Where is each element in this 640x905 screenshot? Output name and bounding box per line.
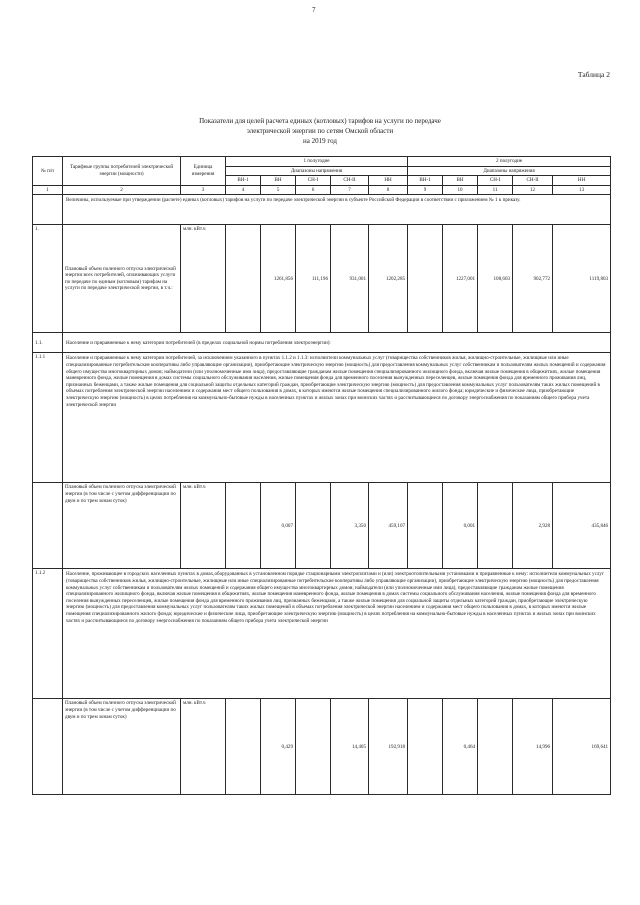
table-label: Таблица 2 [577,70,610,79]
row-unit: млн. кВт.ч [181,699,226,795]
value-cell [226,225,261,333]
row-num: 1.1.1 [33,353,63,483]
value-cell: 14,996 [513,699,553,795]
value-cell [226,699,261,795]
header-level: ВН [443,176,478,186]
header-level: ВН [261,176,296,186]
value-cell: 192,918 [369,699,408,795]
title-line-2: электрической энергии по сетям Омской области [246,127,394,135]
row-unit: млн. кВт.ч [181,225,226,333]
value-cell: 0,429 [261,699,296,795]
column-number: 11 [478,185,513,195]
column-number: 6 [296,185,331,195]
value-cell: 1119,803 [553,225,611,333]
value-cell [408,483,443,569]
value-cell [296,699,331,795]
row-label: Плановый объем полезного отпуска электрической энергии (в том числе с учетом дифференциации по двум и по трем зонам суток) [63,699,181,795]
value-cell [408,699,443,795]
value-cell: 1227,001 [443,225,478,333]
value-cell: 0,464 [443,699,478,795]
header-voltage-range-2: Диапазоны напряжения [408,166,611,176]
column-number: 4 [226,185,261,195]
value-cell: 14,405 [331,699,369,795]
header-level: НН [553,176,611,186]
empty-cell [33,483,63,569]
column-number: 10 [443,185,478,195]
column-number: 12 [513,185,553,195]
row-num: 1.1. [33,333,63,353]
section-text: Население, проживающее в городских населенных пунктах в домах,оборудованных в установленном порядке стационарными электроплитами и (или) электроотопительными установками и приравненные к нему: исполнители коммунальных услуг (товарищества собственников жилья, жилищно-строительные, жилищные или иные специализированные потребительские кооперативы либо управляющие организации), приобретающие электрическую энергию (мощность) для предоставления коммунальных услуг собственникам и пользователям жилых помещений и содержания общего имущества многоквартирных домов; наймодатели (или уполномоченные ими лица), предоставляющие гражданам жилые помещения специализированного жилищного фонда, включая жилые помещения в общежитиях, жилые помещения маневренного фонда, жилые помещения в домах системы социального обслуживания населения, жилые помещения фонда для временного поселения вынужденных переселенцев, жилые помещения фонда для временного проживания лиц, признанных беженцами, а также жилые помещения для социальной защиты отдельных категорий граждан, приобретающие электрическую энергию (мощность) для предоставления коммунальных услуг пользователям таких жилых помещений в объемах потребления электрической энергии населением и содержания мест общего пользования в домах, в которых имеются жилые помещения специализированного жилого фонда; юридические и физические лица, приобретающие электрическую энергию (мощность) в целях потребления на коммунально-бытовые нужды в населенных пунктах и жилых зонах при воинских частях и рассчитывающиеся по договору энергоснабжения по показаниям общего прибора учета электрической энергии [63,569,611,699]
value-cell: 0,007 [261,483,296,569]
intro-text: Величины, используемые при утверждении (расчете) единых (котловых) тарифов на услуги по передаче электрической энергии в субъекте Российской Федерации в соответствии с приложением № 1 к приказу. [63,195,611,225]
tariff-table [32,156,611,795]
document-title [120,116,520,146]
header-half-2: 2 полугодие [408,157,611,167]
header-level: НН [369,176,408,186]
row-num: 1.1.2 [33,569,63,699]
header-level: СН-II [331,176,369,186]
header-level: ВН-1 [408,176,443,186]
value-cell [408,225,443,333]
header-level: СН-II [513,176,553,186]
header-voltage-range-1: Диапазоны напряжения [226,166,408,176]
column-number: 13 [553,185,611,195]
value-cell: 902,772 [513,225,553,333]
empty-cell [33,195,63,225]
value-cell: 2,928 [513,483,553,569]
title-line-1: Показатели для целей расчета единых (котловых) тарифов на услуги по передаче [199,117,441,125]
title-line-3: на 2019 год [303,137,337,145]
column-number: 3 [181,185,226,195]
value-cell: 459,107 [369,483,408,569]
header-groups: Тарифные группы потребителей электрической энергии (мощности) [63,157,181,186]
value-cell [226,483,261,569]
section-text: Население и приравненные к нему категории потребителей, за исключением указанного в пунктах 1.1.2 и 1.1.3: исполнители коммунальных услуг (товарищества собственников жилья, жилищно-строительные, жилищные или иные специализированные потребительские кооперативы либо управляющие организации), приобретающие электрическую энергию (мощность) для предоставления коммунальных услуг собственникам и пользователям жилых помещений и содержания общего имущества многоквартирных домов; наймодатели (или уполномоченные ими лица), предоставляющие гражданам жилые помещения специализированного жилищного фонда, включая жилые помещения в общежитиях, жилые помещения маневренного фонда, жилые помещения в домах системы социального обслуживания населения, жилые помещения фонда для временного поселения вынужденных переселенцев, жилые помещения фонда для временного проживания лиц, признанных беженцами, а также жилые помещения для социальной защиты отдельных категорий граждан, приобретающие электрическую энергию (мощность) для предоставления коммунальных услуг пользователям таких жилых помещений в объемах потребления электрической энергии населением и содержания мест общего пользования в домах, в которых имеются жилые помещения специализированного жилого фонда; юридические и физические лица, приобретающие электрическую энергию (мощность) в целях потребления на коммунально-бытовые нужды в населенных пунктах и жилых зонах при воинских частях и рассчитывающиеся по договору энергоснабжения по показаниям общего прибора учета электрической энергии [63,353,611,483]
header-half-1: 1 полугодие [226,157,408,167]
header-level: СН-I [478,176,513,186]
header-unit: Единица измерения [181,157,226,186]
column-number: 7 [331,185,369,195]
value-cell [478,483,513,569]
empty-cell [33,699,63,795]
value-cell: 3,350 [331,483,369,569]
column-number: 8 [369,185,408,195]
value-cell: 108,603 [478,225,513,333]
value-cell: 111,196 [296,225,331,333]
column-number: 2 [63,185,181,195]
row-label: Плановый объем полезного отпуска электрической энергии (в том числе с учетом дифференциации по двум и по трем зонам суток) [63,483,181,569]
value-cell [478,699,513,795]
section-text: Население и приравненные к нему категории потребителей (в пределах социальной нормы потребления электроэнергии): [63,333,611,353]
value-cell: 0,001 [443,483,478,569]
page-number: 7 [312,6,316,14]
value-cell: 1202,285 [369,225,408,333]
row-unit: млн. кВт.ч [181,483,226,569]
header-num: № п/п [33,157,63,186]
column-number: 1 [33,185,63,195]
value-cell: 931,001 [331,225,369,333]
value-cell: 169,641 [553,699,611,795]
value-cell: 1261,856 [261,225,296,333]
row-num: 1. [33,225,63,333]
header-level: ВН-1 [226,176,261,186]
column-number: 5 [261,185,296,195]
value-cell [296,483,331,569]
row-label: Плановый объем полезного отпуска электрической энергии всех потребителей, оплачивающих услуги по передаче по единым (котловым) тарифам на услуги по передаче электрической энергии, в т.ч.: [63,225,181,333]
column-number: 9 [408,185,443,195]
header-level: СН-I [296,176,331,186]
value-cell: 435,846 [553,483,611,569]
